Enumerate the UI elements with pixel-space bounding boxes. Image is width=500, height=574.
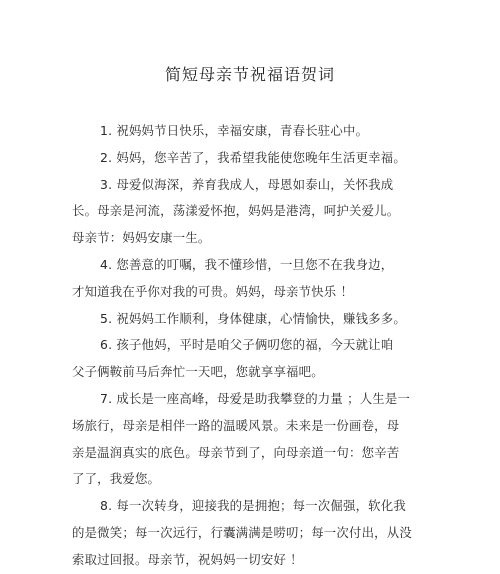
paragraph-line: 亲是温润真实的底色。母亲节到了，向母亲道一句：您辛苦 [72, 444, 400, 460]
paragraph-line: 场旅行，母亲是相伴一路的温暖风景。未来是一份画卷，母 [72, 417, 400, 433]
paragraph-line: 索取过回报。母亲节，祝妈妈一切安好 ！ [72, 551, 303, 567]
paragraph-line: 的是微笑；每一次远行，行囊满满是唠叨；每一次付出，从没 [72, 524, 412, 540]
paragraph-line: 6. 孩子他妈，平时是咱父子俩叨您的福，今天就让咱 [100, 337, 394, 353]
paragraph-line: 长。母亲是河流，荡漾爱怀抱，妈妈是港湾，呵护关爱儿。 [72, 203, 400, 219]
document-title: 简短母亲节祝福语贺词 [164, 65, 335, 84]
paragraph-line: 2. 妈妈，您辛苦了，我希望我能使您晚年生活更幸福。 [100, 149, 406, 165]
document-body [72, 118, 432, 574]
paragraph-line: 1. 祝妈妈节日快乐，幸福安康，青春长驻心中。 [100, 123, 369, 138]
paragraph-line: 父子俩鞍前马后奔忙一天吧，您就享享福吧。 [72, 364, 324, 380]
paragraph-line: 5. 祝妈妈工作顺利，身体健康，心情愉快，赚钱多多。 [100, 310, 406, 326]
paragraph-line: 8. 每一次转身，迎接我的是拥抱；每一次倔强，软化我 [100, 498, 406, 514]
paragraph-line: 7. 成长是一座高峰，母爱是助我攀登的力量 ；人生是一 [100, 390, 411, 406]
paragraph-line: 才知道我在乎你对我的可贵。妈妈，母亲节快乐 ！ [72, 283, 354, 299]
paragraph-line: 母亲节：妈妈安康一生。 [72, 230, 211, 246]
paragraph-line: 了了，我爱您。 [72, 471, 161, 487]
paragraph-line: 4. 您善意的叮嘱，我不懂珍惜，一旦您不在我身边， [100, 256, 394, 272]
paragraph-line: 3. 母爱似海深，养育我成人，母恩如泰山，关怀我成 [100, 176, 394, 192]
